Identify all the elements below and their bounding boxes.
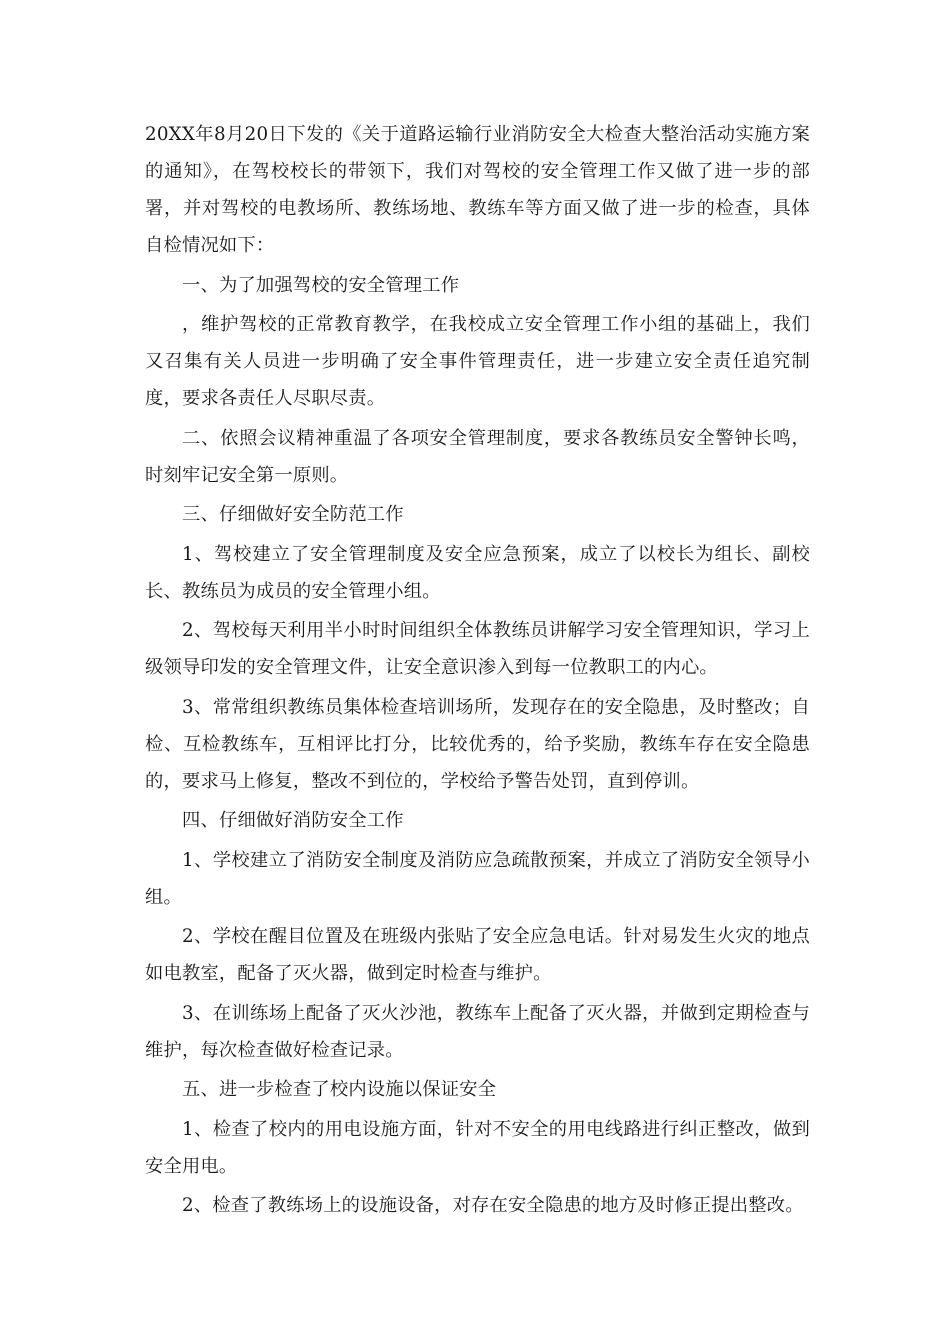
section-heading-3: 三、仔细做好安全防范工作 [182, 504, 404, 525]
section-1-paragraph: ，维护驾校的正常教育教学，在我校成立安全管理工作小组的基础上，我们又召集有关人员进一步明确了安全事件管理责任，进一步建立安全责任追究制度，要求各责任人尽职尽责。 [145, 314, 810, 409]
section-3-item-2: 2、驾校每天利用半小时时间组织全体教练员讲解学习安全管理知识，学习上级领导印发的安全管理文件，让安全意识渗入到每一位教职工的内心。 [145, 620, 810, 678]
section-heading-5: 五、进一步检查了校内设施以保证安全 [182, 1079, 497, 1100]
section-5-item-1: 1、检查了校内的用电设施方面，针对不安全的用电线路进行纠正整改，做到安全用电。 [145, 1118, 810, 1177]
section-heading-1: 一、为了加强驾校的安全管理工作 [182, 274, 460, 296]
section-3-item-3: 3、常常组织教练员集体检查培训场所，发现存在的安全隐患，及时整改；自检、互检教练车，互相评比打分，比较优秀的，给予奖励，教练车存在安全隐患的，要求马上修复，整改不到位的，学校给予警告处罚，直到停训。 [145, 696, 810, 792]
section-5-item-2: 2、检查了教练场上的设施设备，对存在安全隐患的地方及时修正提出整改。 [182, 1195, 804, 1216]
intro-paragraph: 20XX年8月20日下发的《关于道路运输行业消防安全大检查大整治活动实施方案的通知》，在驾校校长的带领下，我们对驾校的安全管理工作又做了进一步的部署，并对驾校的电教场所、教练场地、教练车等方面又做了进一步的检查，具体自检情况如下： [145, 124, 810, 256]
section-2-paragraph: 二、依照会议精神重温了各项安全管理制度，要求各教练员安全警钟长鸣，时刻牢记安全第一原则。 [145, 427, 810, 486]
document-body [145, 116, 810, 1227]
section-4-item-2: 2、学校在醒目位置及在班级内张贴了安全应急电话。针对易发生火灾的地点如电教室，配备了灭火器，做到定时检查与维护。 [145, 926, 810, 984]
section-4-item-3: 3、在训练场上配备了灭火沙池，教练车上配备了灭火器，并做到定期检查与维护，每次检查做好检查记录。 [145, 1002, 810, 1061]
section-heading-4: 四、仔细做好消防安全工作 [182, 810, 404, 831]
section-4-item-1: 1、学校建立了消防安全制度及消防应急疏散预案，并成立了消防安全领导小组。 [145, 849, 810, 908]
section-3-item-1: 1、驾校建立了安全管理制度及安全应急预案，成立了以校长为组长、副校长、教练员为成员的安全管理小组。 [145, 543, 810, 602]
